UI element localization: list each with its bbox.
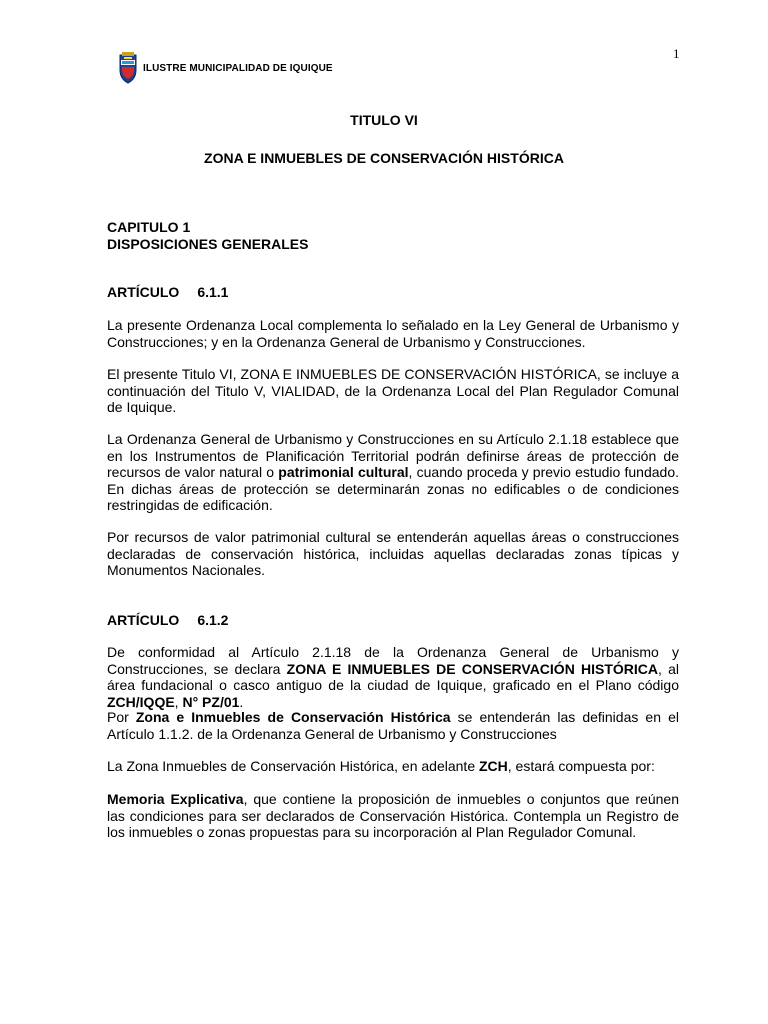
text-run: , al área fundacional o casco antiguo de la ciudad de Iquique, graficado en el Plano código [107, 660, 679, 693]
article-number: 6.1.1 [197, 284, 229, 300]
paragraph [107, 758, 679, 775]
institution-name: ILUSTRE MUNICIPALIDAD DE IQUIQUE [143, 62, 333, 74]
paragraph [107, 431, 679, 514]
paragraph: La presente Ordenanza Local complementa lo señalado en la Ley General de Urbanismo y Construcciones; y en la Ordenanza General de Urbanismo y Construcciones. [107, 317, 679, 350]
text-run: La Zona Inmuebles de Conservación Histórica, en adelante [107, 758, 479, 774]
subtitle-heading: ZONA E INMUEBLES DE CONSERVACIÓN HISTÓRICA [204, 150, 564, 166]
text-run: , cuando proceda y previo estudio fundado. En dichas áreas de protección se determinarán zonas no edificables o de condiciones restringidas de edificación. [107, 464, 680, 513]
paragraph [107, 709, 679, 742]
text-run: De conformidad al Artículo 2.1.18 de la Ordenanza General de Urbanismo y Construcciones, se declara [107, 644, 679, 677]
bold-term: Memoria Explicativa [107, 791, 244, 807]
municipal-coat-of-arms-icon [117, 50, 139, 84]
title-heading: TITULO VI [350, 112, 418, 128]
plan-number: N° PZ/01 [182, 693, 240, 710]
text-run: , estará compuesta por: [507, 758, 655, 774]
article-heading-612 [107, 612, 679, 629]
text-run: Por [107, 709, 136, 725]
paragraph [107, 644, 679, 710]
chapter-label: CAPITULO 1 [107, 219, 191, 235]
document-header [117, 50, 333, 84]
article-number: 6.1.2 [197, 612, 229, 628]
page-number: 1 [673, 46, 680, 61]
bold-term: Zona e Inmuebles de Conservación Histórica [135, 709, 451, 725]
text-run: . [239, 693, 244, 710]
bold-term: ZCH [479, 758, 508, 774]
paragraph [107, 791, 679, 841]
paragraph: Por recursos de valor patrimonial cultural se entenderán aquellas áreas o construcciones declaradas de conservación histórica, incluidas aquellas declaradas zonas típicas y Monumentos Nacionales. [107, 529, 679, 578]
article-label: ARTÍCULO [107, 612, 180, 628]
bold-term: patrimonial cultural [278, 464, 409, 480]
chapter-heading [107, 219, 679, 252]
text-run: La Ordenanza General de Urbanismo y Construcciones en su Artículo 2.1.18 establece que en los Instrumentos de Planificación Territorial podrán definirse áreas de protección de recursos de valor natural o [107, 431, 679, 480]
bold-term: ZONA E INMUEBLES DE CONSERVACIÓN HISTÓRICA [286, 660, 658, 677]
text-run: se entenderán las definidas en el Artículo 1.1.2. de la Ordenanza General de Urbanismo y Construcciones [107, 709, 679, 742]
chapter-name: DISPOSICIONES GENERALES [107, 235, 309, 252]
plan-code: ZCH/IQQE [107, 693, 175, 710]
article-heading-611 [107, 284, 679, 301]
text-run: , que contiene la proposición de inmuebles o conjuntos que reúnen las condiciones para ser declarados de Conservación Histórica. Contempla un Registro de los inmuebles o zonas propuestas para su incorporación al Plan Regulador Comunal. [107, 791, 679, 840]
text-run: , [174, 693, 183, 710]
article-label: ARTÍCULO [107, 284, 180, 300]
paragraph: El presente Titulo VI, ZONA E INMUEBLES DE CONSERVACIÓN HISTÓRICA, se incluye a continuación del Titulo V, VIALIDAD, de la Ordenanza Local del Plan Regulador Comunal de Iquique. [107, 366, 679, 415]
